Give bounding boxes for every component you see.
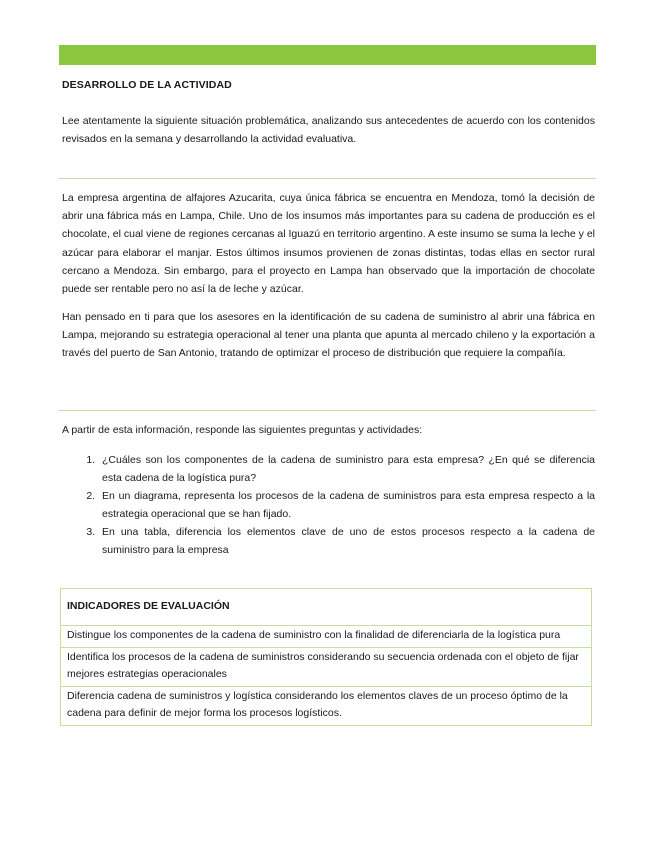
indicator-cell: Distingue los componentes de la cadena de suministro con la finalidad de diferenciarla de la logística pura xyxy=(61,626,592,648)
intro-paragraph: Lee atentamente la siguiente situación problemática, analizando sus antecedentes de acuerdo con los contenidos revisados en la semana y desarrollando la actividad evaluativa. xyxy=(62,115,595,146)
divider xyxy=(59,410,596,411)
table-header: INDICADORES DE EVALUACIÓN xyxy=(61,589,592,626)
questions-intro: A partir de esta información, responde las siguientes preguntas y actividades: xyxy=(62,424,423,436)
table-row xyxy=(61,647,592,686)
question-item: 3. En una tabla, diferencia los elementos clave de uno de estos procesos respecto a la cadena de suministro para la empresa xyxy=(98,523,595,559)
indicators-table xyxy=(60,588,592,726)
indicator-cell: Identifica los procesos de la cadena de suministros considerando su secuencia ordenada con el objeto de fijar mejores estrategias operacionales xyxy=(61,647,592,686)
header-accent-bar xyxy=(59,45,596,65)
table-row xyxy=(61,686,592,725)
question-item: 1. ¿Cuáles son los componentes de la cadena de suministro para esta empresa? ¿En qué se diferencia esta cadena de la logística pura? xyxy=(98,451,595,487)
indicator-cell: Diferencia cadena de suministros y logística considerando los elementos claves de un proceso óptimo de la cadena para definir de mejor forma los procesos logísticos. xyxy=(61,686,592,725)
section-title: DESARROLLO DE LA ACTIVIDAD xyxy=(62,79,232,91)
divider xyxy=(59,178,596,179)
question-item: 2. En un diagrama, representa los procesos de la cadena de suministros para esta empresa respecto a la estrategia operacional que se han fijado. xyxy=(98,487,595,523)
table-header-row xyxy=(61,589,592,626)
case-paragraph: Han pensado en ti para que los asesores en la identificación de su cadena de suministro al abrir una fábrica en Lampa, mejorando su estrategia operacional al tener una planta que apunta al mercado chileno y la exportación a través del puerto de San Antonio, tratando de optimizar el proceso de distribución que requiere la compañía. xyxy=(62,311,595,360)
table-row xyxy=(61,626,592,648)
questions-list xyxy=(62,451,595,559)
case-paragraph: La empresa argentina de alfajores Azucarita, cuya única fábrica se encuentra en Mendoza, tomó la decisión de abrir una fábrica más en Lampa, Chile. Uno de los insumos más importantes para su cadena de producción es el chocolate, el cual viene de regiones cercanas al Iguazú en territorio argentino. A este insumo se suma la leche y el azúcar para elaborar el manjar. Estos últimos insumos provienen de zonas distintas, todas ellas en sector rural cercano a Mendoza. Sin embargo, para el proyecto en Lampa han observado que la importación de chocolate puede ser rentable pero no así la de leche y azúcar. xyxy=(62,192,595,296)
